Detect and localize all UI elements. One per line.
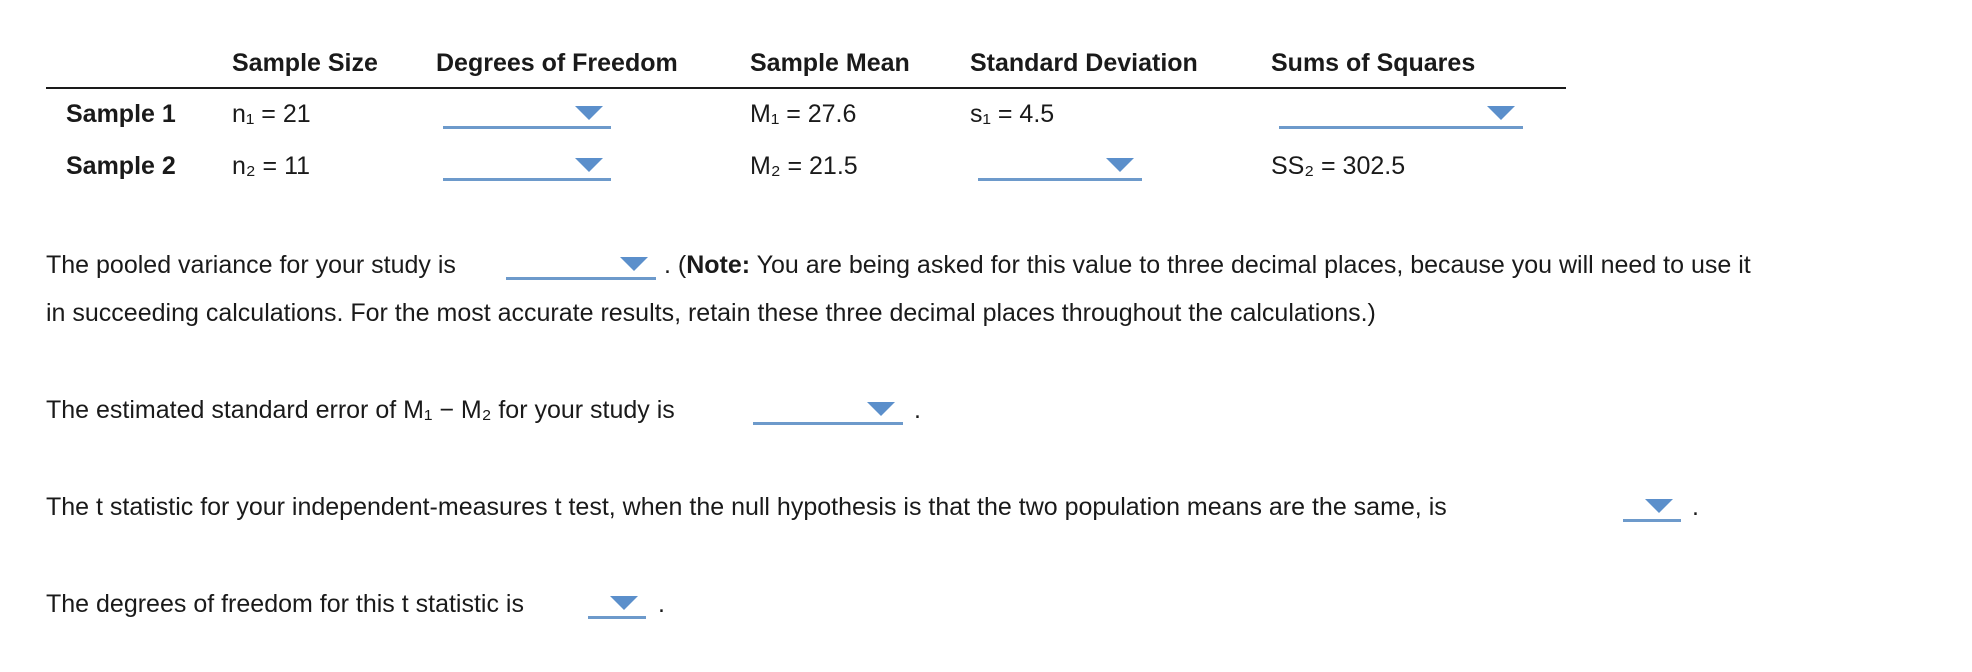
standard-error-dropdown[interactable] [753, 396, 903, 425]
sample-2-df-dropdown[interactable] [443, 152, 611, 181]
sample-1-sd: s₁ = 4.5 [970, 100, 1055, 128]
note-text-line1: You are being asked for this value to three decimal places, because you will need to use it [750, 251, 1751, 279]
sample-2-mean: M₂ = 21.5 [750, 152, 858, 180]
caret-down-icon [1487, 106, 1515, 120]
header-sums-of-squares: Sums of Squares [1271, 49, 1476, 77]
note-text-line2: in succeeding calculations. For the most accurate results, retain these three decimal places throughout the calculations.) [46, 299, 1376, 327]
caret-down-icon [867, 402, 895, 416]
sample-2-size: n₂ = 11 [232, 152, 311, 180]
header-degrees-of-freedom: Degrees of Freedom [436, 49, 678, 77]
row-label-sample-2: Sample 2 [66, 152, 176, 180]
header-sample-mean: Sample Mean [750, 49, 910, 77]
pooled-variance-dropdown[interactable] [506, 251, 656, 280]
table-header-rule [46, 87, 1566, 89]
sample-1-mean: M₁ = 27.6 [750, 100, 857, 128]
sample-1-size: n₁ = 21 [232, 100, 311, 128]
standard-error-period: . [914, 396, 921, 424]
header-standard-deviation: Standard Deviation [970, 49, 1198, 77]
caret-down-icon [575, 106, 603, 120]
caret-down-icon [575, 158, 603, 172]
note-label: Note: [686, 251, 751, 279]
df-period: . [658, 590, 665, 618]
df-prompt: The degrees of freedom for this t statistic is [46, 590, 524, 618]
header-sample-size: Sample Size [232, 49, 378, 77]
t-statistic-period: . [1692, 493, 1699, 521]
sample-1-ss-dropdown[interactable] [1279, 100, 1523, 129]
pooled-variance-prompt: The pooled variance for your study is [46, 251, 456, 279]
sample-2-ss: SS₂ = 302.5 [1271, 152, 1406, 180]
note-open: . ( [664, 251, 687, 279]
caret-down-icon [1645, 499, 1673, 513]
pooled-variance-note [664, 250, 1751, 280]
t-statistic-prompt: The t statistic for your independent-measures t test, when the null hypothesis is that the two population means are the same, is [46, 493, 1447, 521]
caret-down-icon [1106, 158, 1134, 172]
sample-1-df-dropdown[interactable] [443, 100, 611, 129]
sample-2-sd-dropdown[interactable] [978, 152, 1142, 181]
t-statistic-dropdown[interactable] [1623, 493, 1681, 522]
caret-down-icon [610, 596, 638, 610]
caret-down-icon [620, 257, 648, 271]
df-dropdown[interactable] [588, 590, 646, 619]
standard-error-prompt: The estimated standard error of M₁ − M₂ for your study is [46, 396, 675, 424]
row-label-sample-1: Sample 1 [66, 100, 176, 128]
